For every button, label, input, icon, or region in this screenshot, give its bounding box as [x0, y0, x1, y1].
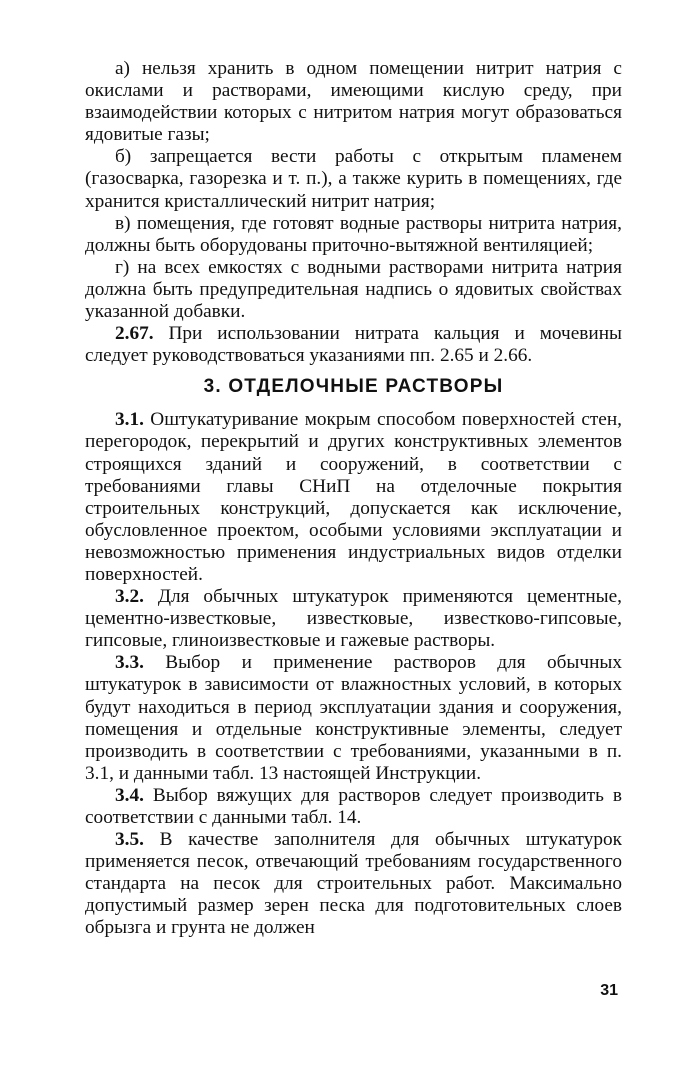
- paragraph-3-3: [85, 652, 622, 785]
- list-item-g: г) на всех емкостях с водными растворами нитрита натрия должна быть предупредительная надпись о ядовитых свойствах указанной добавки.: [85, 256, 622, 323]
- paragraph-text: В качестве заполнителя для обычных штукатурок применяется песок, отвечающий требованиям государственного стандарта на песок для строительных работ. Максимально допустимый размер зерен песка для подготовительных слоев обрызга и грунта не должен: [85, 829, 622, 939]
- paragraph-number: 3.2.: [115, 586, 144, 608]
- paragraph-text: Оштукатуривание мокрым способом поверхностей стен, перегородок, перекрытий и других конструктивных элементов строящихся зданий и сооружений, в соответствии с требованиями главы СНиП на отделочные покрытия строительных конструкций, допускается как исключение, обусловленное проектом, особыми условиями эксплуатации и невозможностью применения индустриальных видов отделки поверхностей.: [85, 409, 622, 585]
- page-body: [85, 58, 622, 940]
- page-number: 31: [600, 982, 618, 999]
- list-item-v: в) помещения, где готовят водные растворы нитрита натрия, должны быть оборудованы приточно-вытяжной вентиляцией;: [85, 212, 622, 256]
- paragraph-number: 2.67.: [115, 323, 154, 345]
- list-item-b: б) запрещается вести работы с открытым пламенем (газосварка, газорезка и т. п.), а также курить в помещениях, где хранится кристаллический нитрит натрия;: [85, 146, 622, 212]
- paragraph-number: 3.5.: [115, 829, 144, 851]
- paragraph-number: 3.4.: [115, 784, 144, 806]
- paragraph-3-2: [85, 586, 622, 652]
- section-heading: 3. ОТДЕЛОЧНЫЕ РАСТВОРЫ: [203, 376, 504, 398]
- paragraph-number: 3.1.: [115, 409, 144, 431]
- paragraph-3-5: [85, 829, 622, 939]
- paragraph-text: Для обычных штукатурок применяются цементные, цементно-известковые, известковые, известково-гипсовые, гипсовые, глиноизвестковые и гажевые растворы.: [85, 586, 622, 652]
- paragraph-3-4: [85, 785, 622, 829]
- paragraph-number: 3.3.: [115, 652, 144, 674]
- paragraph-text: Выбор и применение растворов для обычных штукатурок в зависимости от влажностных условий, в которых будут находиться в период эксплуатации здания и сооружения, помещения и отдельные конструктивные элементы, следует производить в соответствии с требованиями, указанными в п. 3.1, и данными табл. 13 настоящей Инструкции.: [85, 652, 622, 784]
- paragraph-text: При использовании нитрата кальция и мочевины следует руководствоваться указаниями пп. 2.65 и 2.66.: [85, 323, 622, 367]
- paragraph-text: Выбор вяжущих для растворов следует производить в соответствии с данными табл. 14.: [85, 784, 622, 828]
- paragraph-3-1: [85, 409, 622, 586]
- paragraph-2-67: [85, 323, 622, 367]
- list-item-a: а) нельзя хранить в одном помещении нитрит натрия с окислами и растворами, имеющими кислую среду, при взаимодействии которых с нитритом натрия могут образоваться ядовитые газы;: [85, 58, 622, 146]
